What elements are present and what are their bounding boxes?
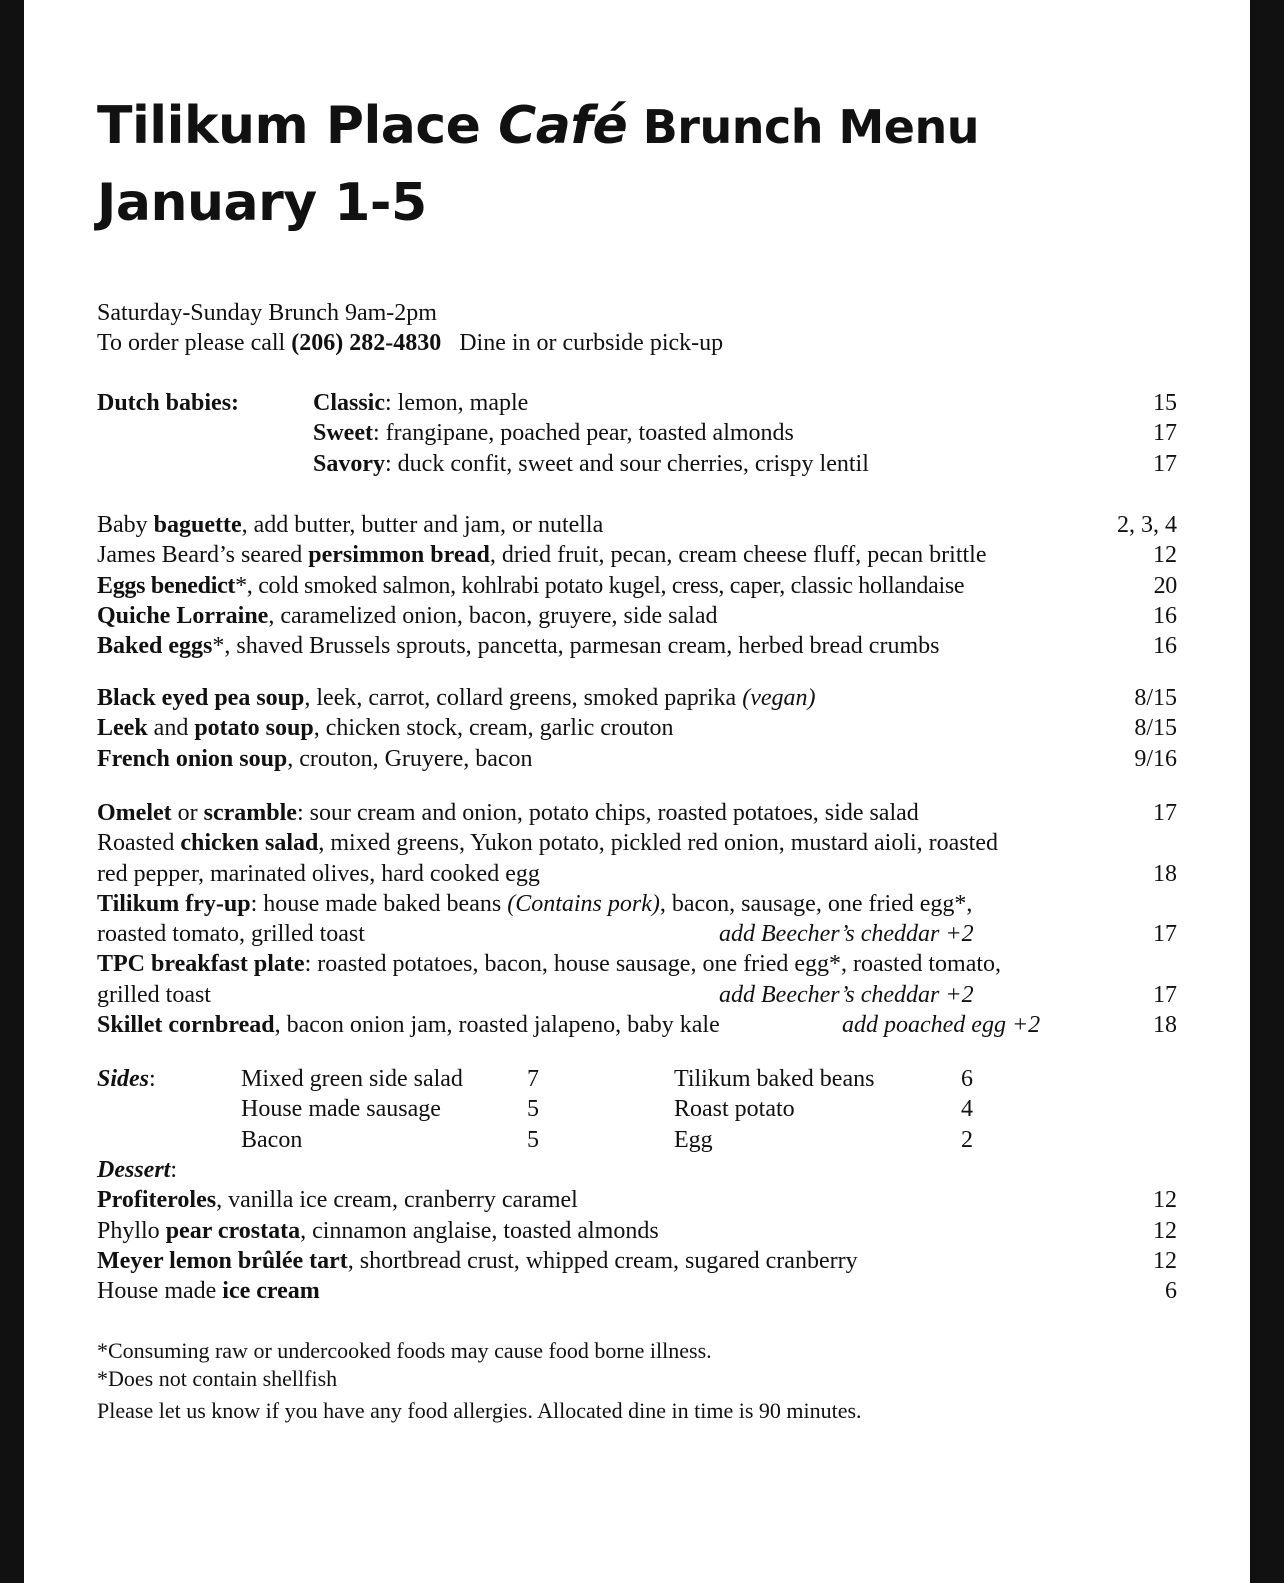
title-cafe: Café [498,96,628,156]
allergy-note: Please let us know if you have any food allergies. Allocated dine in time is 90 minutes. [97,1398,862,1423]
menu-page [24,0,1250,1583]
menu-item: Savory: duck confit, sweet and sour cherries, crispy lentil 17 [313,449,1177,479]
mains-section [97,798,1177,1040]
item-price: 12 [1153,1187,1177,1214]
menu-item: Tilikum fry-up: house made baked beans (Contains pork), bacon, sausage, one fried egg*, [97,890,973,917]
section-label: Dutch babies: [97,390,240,416]
menu-item: Omelet or scramble: sour cream and onion, potato chips, roasted potatoes, side salad 17 [97,798,1177,828]
phone-number[interactable]: (206) 282-4830 [291,330,442,357]
menu-item: House made ice cream 6 [97,1276,1177,1306]
item-price: 8/15 [1134,715,1177,742]
title-brunch-menu: Brunch Menu [627,100,979,154]
menu-item: Profiteroles, vanilla ice cream, cranberry caramel 12 [97,1185,1177,1215]
item-price: 2, 3, 4 [1117,512,1177,538]
menu-item: Eggs benedict*, cold smoked salmon, kohlrabi potato kugel, cress, caper, classic hollandaise 20 [97,571,1177,601]
hours-line: Saturday-Sunday Brunch 9am-2pm [97,300,437,326]
item-addon: add poached egg +2 [842,1012,1041,1039]
item-price: 18 [1153,1012,1177,1039]
item-price: 17 [1153,450,1177,477]
menu-item: Sweet: frangipane, poached pear, toasted almonds 17 [313,418,1177,448]
info-block [97,298,1177,359]
item-price: 16 [1153,602,1177,629]
section-label: Sides: [97,1066,156,1092]
breads-eggs-section [97,510,1177,661]
item-price: 12 [1153,542,1177,569]
menu-item: Classic: lemon, maple 15 [313,388,1177,418]
item-price: 9/16 [1134,745,1177,772]
menu-item: Roasted chicken salad, mixed greens, Yukon potato, pickled red onion, mustard aioli, roasted [97,830,998,857]
menu-item: Phyllo pear crostata, cinnamon anglaise, toasted almonds 12 [97,1216,1177,1246]
sides-row: Bacon 5 Egg 2 [241,1126,973,1153]
item-price: 17 [1153,800,1177,826]
item-price: 17 [1153,921,1177,948]
sides-row: House made sausage 5 Roast potato 4 [241,1096,973,1123]
title-text: Tilikum Place [97,96,499,156]
item-addon: add Beecher’s cheddar +2 [719,921,974,948]
item-price: 12 [1153,1247,1177,1274]
section-label: Dessert: [97,1157,177,1183]
item-price: 15 [1153,390,1177,416]
item-price: 12 [1153,1217,1177,1244]
menu-item: James Beard’s seared persimmon bread, dried fruit, pecan, cream cheese fluff, pecan brittle 12 [97,540,1177,570]
item-price: 17 [1153,981,1177,1008]
dutch-items [313,388,1177,479]
item-price: 6 [1165,1278,1177,1305]
soups-section [97,683,1177,774]
dutch-babies-section [97,388,1177,480]
shellfish-note: *Does not contain shellfish [97,1366,338,1391]
footer-notes [97,1337,1177,1425]
page-title [97,87,979,166]
sides-section [97,1064,1177,1156]
item-price: 20 [1153,572,1177,599]
order-line: To order please call (206) 282-4830 Dine in or curbside pick-up [97,330,724,357]
item-addon: add Beecher’s cheddar +2 [719,981,974,1008]
menu-item: Leek and potato soup, chicken stock, cream, garlic crouton 8/15 [97,713,1177,743]
menu-item: Baked eggs*, shaved Brussels sprouts, pancetta, parmesan cream, herbed bread crumbs 16 [97,631,1177,661]
menu-item: TPC breakfast plate: roasted potatoes, bacon, house sausage, one fried egg*, roasted tomato, [97,951,1002,978]
menu-item: Quiche Lorraine, caramelized onion, bacon, gruyere, side salad 16 [97,601,1177,631]
menu-item-continued: roasted tomato, grilled toast add Beecher’s cheddar +2 17 [97,919,1177,949]
item-price: 16 [1153,633,1177,660]
sides-row: Mixed green side salad 7 Tilikum baked beans 6 [241,1066,973,1092]
menu-item-continued: grilled toast add Beecher’s cheddar +2 17 [97,980,1177,1010]
page-subtitle: January 1-5 [97,173,427,233]
item-price: 8/15 [1134,685,1177,711]
menu-item: Baby baguette, add butter, butter and jam, or nutella 2, 3, 4 [97,510,1177,540]
raw-food-warning: *Consuming raw or undercooked foods may cause food borne illness. [97,1338,712,1363]
menu-item-continued: red pepper, marinated olives, hard cooked egg 18 [97,859,1177,889]
menu-item: Meyer lemon brûlée tart, shortbread crust, whipped cream, sugared cranberry 12 [97,1246,1177,1276]
item-price: 18 [1153,860,1177,887]
item-price: 17 [1153,420,1177,447]
menu-item: French onion soup, crouton, Gruyere, bacon 9/16 [97,744,1177,774]
menu-item: Skillet cornbread, bacon onion jam, roasted jalapeno, baby kale add poached egg +2 18 [97,1010,1177,1040]
menu-item: Black eyed pea soup, leek, carrot, collard greens, smoked paprika (vegan) 8/15 [97,683,1177,713]
dessert-section [97,1155,1177,1306]
